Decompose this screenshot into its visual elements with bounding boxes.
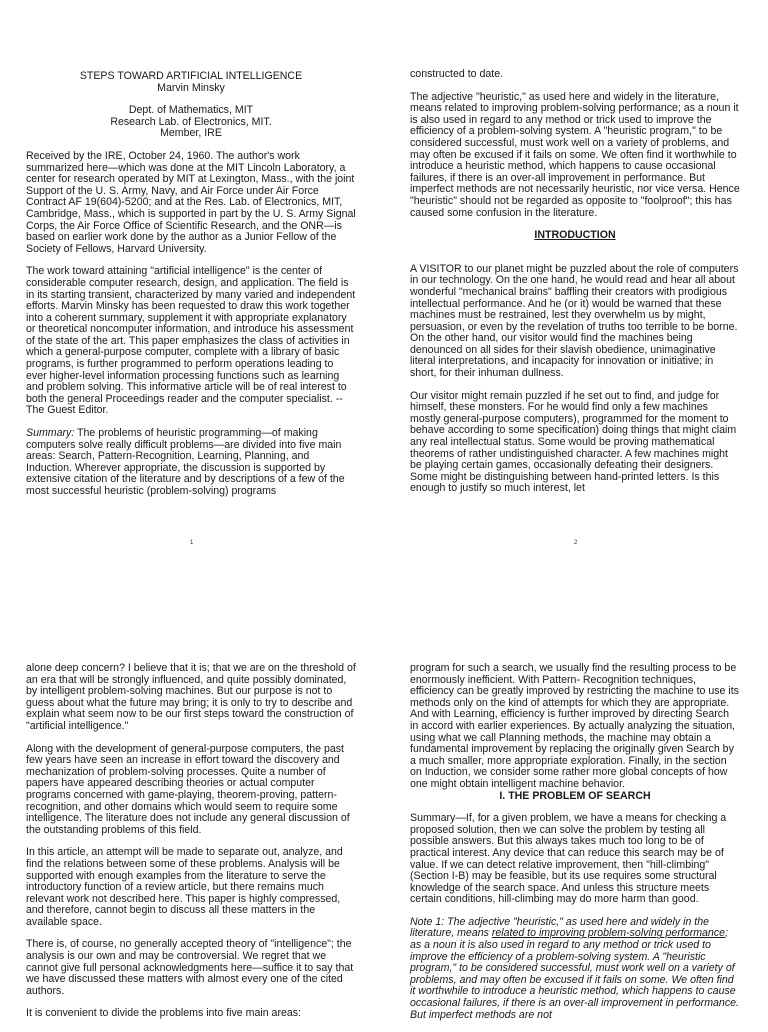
introduction-heading: INTRODUCTION — [534, 229, 616, 242]
page-3-column — [26, 663, 356, 1031]
page-2-column — [410, 69, 740, 506]
program-paragraph: program for such a search, we usually find the resulting process to be enormously inefficient. With Pattern- Recognition techniques, efficiency can be greatly improved by restricting the machine to use its methods only on the kind of attempts for which they are appropriate. And with Learning, efficiency is further improved by directing Search in accord with earlier experiences. By actually analyzing the situation, using what we call Planning methods, the machine may obtain a fundamental improvement by replacing the originally given Search by a much smaller, more appropriate exploration. Finally, in the section on Induction, we consider some rather more global concepts of how one might obtain intelligent machine behavior. — [410, 662, 739, 790]
theory-paragraph: There is, of course, no generally accepted theory of "intelligence"; the analysis is our own and may be controversial. We regret that we cannot give full personal acknowledgments here—suffice it to say that we have discussed these matters with almost every one of the cited authors. — [26, 938, 354, 997]
concern-paragraph: alone deep concern? I believe that it is; that we are on the threshold of an era that will be strongly influenced, and quite possibly dominated, by intelligent problem-solving machines. But our purpose is not to guess about what the future may bring; it is only to try to describe and explain what seem now to be our first steps toward the construction of "artificial intelligence." — [26, 662, 356, 732]
note-1-end: ; as a noun it is also used in regard to any method or trick used to improve the efficiency of a problem-solving system. A "heuristic program," to be considered successful, must work well on a variety of problems, and may often be excused if it fails on some. We often find it worthwhile to introduce a heuristic method, which happens to cause occasional failures, if there is an over-all improvement in performance. But imperfect methods are not — [410, 927, 739, 1021]
continuation-text: constructed to date. — [410, 68, 504, 80]
note-1-start: Note 1: The adjective "heuristic," as used here and widely in the literature, means — [410, 915, 710, 940]
editor-note: The work toward attaining "artificial intelligence" is the center of considerable computer research, design, and application. The field is in its starting transient, characterized by many varied and independent efforts. Marvin Minsky has been requested to draw this work together into a coherent summary, supplement it with appropriate explanatory or theoretical noncomputer information, and introduce his assessment of the state of the art. This paper emphasizes the class of activities in which a general-purpose computer, complete with a library of basic programs, is further programmed to perform operations leading to ever higher-level information processing functions such as learning and problem solving. This informative article will be of real interest to both the general Proceedings reader and the computer specialist. -- The Guest Editor. — [26, 265, 356, 417]
article-paragraph: In this article, an attempt will be made to separate out, analyze, and find the relations between some of these problems. Analysis will be supported with enough examples from the literature to serve the introductory function of a review article, but there remains much relevant work not described here. This paper is highly compressed, and therefore, cannot begin to discuss all these matters in the available space. — [26, 846, 343, 928]
search-summary: Summary—If, for a given problem, we have a means for checking a proposed solution, then we can solve the problem by testing all possible answers. But this always takes much too long to be of practical interest. Any device that can reduce this search may be of value. If we can detect relative improvement, then "hill-climbing" (Section I-B) may be feasible, but its use requires some structural knowledge of the search space. And unless this structure meets certain conditions, hill-climbing may do more harm than good. — [410, 812, 727, 906]
page-1-column — [26, 71, 356, 509]
page-number-1: 1 — [190, 540, 194, 546]
author-dept: Dept. of Mathematics, MIT — [128, 104, 254, 117]
note-1 — [410, 917, 740, 1021]
convenient-paragraph: It is convenient to divide the problems into five main areas: — [26, 1007, 301, 1020]
note-1-underlined: related to improving problem-solving performance — [491, 927, 726, 940]
development-paragraph: Along with the development of general-purpose computers, the past few years have seen an increase in effort toward the discovery and mechanization of problem-solving processes. Quite a number of papers have appeared describing theories or actual computer programs concerned with game-playing, theorem-proving, pattern-recognition, and other domains which would seem to require some intelligence. The literature does not include any general discussion of the outstanding problems of this field. — [26, 742, 350, 836]
author-member: Member, IRE — [160, 127, 222, 140]
paper-title: STEPS TOWARD ARTIFICIAL INTELLIGENCE — [79, 70, 303, 82]
heuristic-definition: The adjective "heuristic," as used here and widely in the literature, means related to improving problem-solving performance; as a noun it is also used in regard to any method or trick used to improve the efficiency of a problem-solving system. A "heuristic program," to be considered successful, must work well on a variety of problems, and may often be excused if it fails on some. We often find it worthwhile to introduce a heuristic method, which happens to cause occasional failures, if there is an over-all improvement in performance. But imperfect methods are not necessarily heuristic, nor vice versa. Hence "heuristic" should not be regarded as opposite to "foolproof"; this has caused some confusion in the literature. — [410, 90, 740, 219]
summary-label: Summary: — [26, 427, 75, 440]
received-note: Received by the IRE, October 24, 1960. The author's work summarized here—which was done at the MIT Lincoln Laboratory, a center for research operated by MIT at Lexington, Mass., with the joint Support of the U. S. Army, Navy, and Air Force under Air Force Contract AF 19(604)-5200; and at the Res. Lab. of Electronics, MIT, Cambridge, Mass., which is supported in part by the U. S. Army Signal Corps, the Air Force Office of Scientific Research, and the ONR—is based on earlier work done by the author as a Junior Fellow of the Society of Fellows, Harvard University. — [26, 149, 356, 255]
author-lab: Research Lab. of Electronics, MIT. — [110, 115, 272, 128]
summary-text: The problems of heuristic programming—of making computers solve really difficult problems—are divided into five main areas: Search, Pattern-Recognition, Learning, Planning, and Induction. Wherever appropriate, the discussion is supported by extensive citation of the literature and by descriptions of a few of the most successful heuristic (problem-solving) programs — [26, 427, 345, 497]
visitor-paragraph: A VISITOR to our planet might be puzzled about the role of computers in our technology. On the one hand, he would read and hear all about wonderful "mechanical brains" baffling their creators with prodigious intellectual performance. And he (or it) would be warned that these machines must be restrained, lest they overwhelm us by might, persuasion, or even by the revelation of truths too terrible to be borne. On the other hand, our visitor would find the machines being denounced on all sides for their slavish obedience, unimaginative literal interpretations, and incapacity for innovation or initiative; in short, for their inhuman dullness. — [410, 262, 739, 380]
page-number-2: 2 — [574, 540, 578, 546]
author-name: Marvin Minsky — [157, 81, 225, 94]
puzzled-paragraph: Our visitor might remain puzzled if he set out to find, and judge for himself, these monsters. For he would find only a few machines mostly general-purpose computers), programmed for the moment to behave according to some specification) doing things that might claim any real intellectual status. Some would be proving mathematical theorems of rather undistinguished character. A few machines might be playing certain games, occasionally defeating their designers. Some might be distinguishing between hand-printed letters. Is this enough to justify so much interest, let — [410, 389, 737, 495]
search-heading: I. THE PROBLEM OF SEARCH — [499, 789, 651, 802]
page-4-column — [410, 663, 740, 1032]
summary-paragraph — [26, 428, 356, 498]
